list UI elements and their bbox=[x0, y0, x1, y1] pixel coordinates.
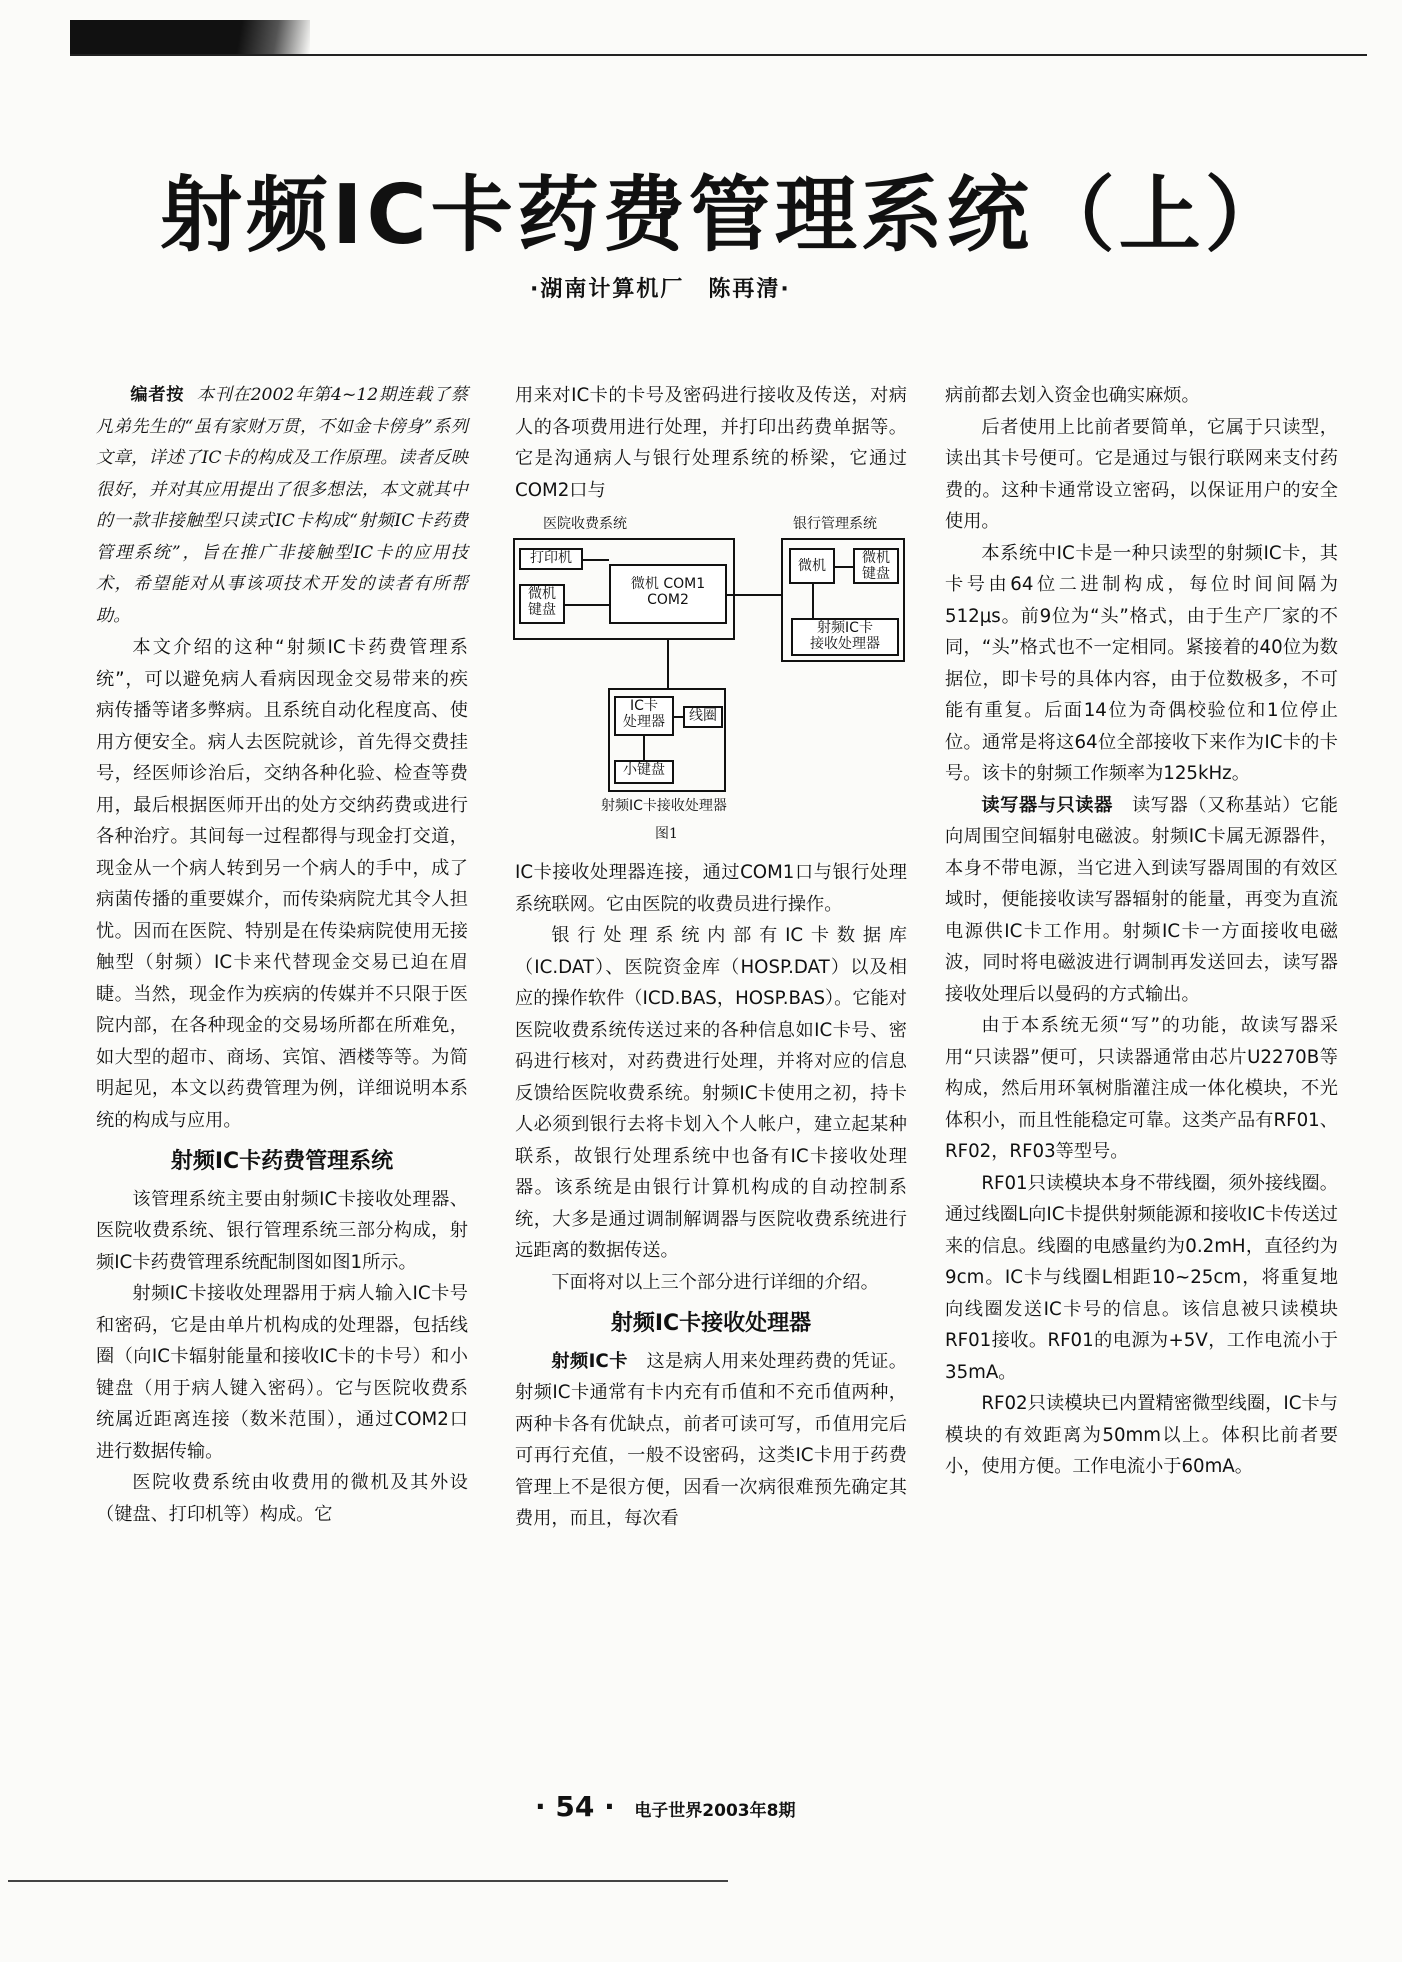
editor-note-label: 编者按 bbox=[130, 385, 185, 405]
paragraph bbox=[515, 1346, 907, 1535]
paragraph: 下面将对以上三个部分进行详细的介绍。 bbox=[551, 1271, 879, 1293]
bank-keyboard-box: 微机 键盘 bbox=[853, 548, 899, 584]
hospital-system-label: 医院收费系统 bbox=[543, 516, 627, 532]
article-byline: ·湖南计算机厂 陈再清· bbox=[530, 277, 791, 302]
editor-note bbox=[96, 380, 468, 632]
header-black-bar bbox=[70, 20, 310, 54]
paragraph bbox=[945, 790, 1338, 1011]
editor-note-text: 本刊在2002年第4~12期连载了蔡凡弟先生的“虽有家财万贯，不如金卡傍身”系列文章，详述了IC卡的构成及工作原理。读者反映很好，并对其应用提出了很多想法，本文就其中的一款非接触型只读式IC卡构成“射频IC卡药费管理系统”，旨在推广非接触型IC卡的应用技术，希望能对从事该项技术开发的读者有所帮助。 bbox=[96, 385, 468, 626]
page-number: · 54 · bbox=[535, 1790, 615, 1823]
page-footer bbox=[535, 1790, 795, 1823]
paragraph: 由于本系统无须“写”的功能，故读写器采用“只读器”便可，只读器通常由芯片U2270B等构成，然后用环氧树脂灌注成一体化模块，不光体积小，而且性能稳定可靠。这类产品有RF01、RF02，RF03等型号。 bbox=[945, 1015, 1338, 1162]
column-1 bbox=[96, 380, 468, 1530]
keypad-box: 小键盘 bbox=[614, 760, 674, 784]
paragraph: 医院收费系统由收费用的微机及其外设（键盘、打印机等）构成。它 bbox=[96, 1472, 468, 1525]
connector-line bbox=[565, 604, 609, 606]
connector-line bbox=[583, 559, 609, 561]
column-2 bbox=[515, 380, 907, 1535]
magazine-issue: 电子世界2003年8期 bbox=[634, 1801, 796, 1821]
section-heading: 射频IC卡接收处理器 bbox=[610, 1311, 812, 1336]
paragraph: 病前都去划入资金也确实麻烦。 bbox=[945, 385, 1200, 406]
connector-line bbox=[643, 736, 645, 760]
figure-1-diagram bbox=[513, 514, 909, 849]
bank-system-label: 银行管理系统 bbox=[793, 516, 877, 532]
paragraph: 本系统中IC卡是一种只读型的射频IC卡，其卡号由64位二进制构成，每位时间间隔为512μs。前9位为“头”格式，由于生产厂家的不同，“头”格式也不一定相同。紧接着的40位为数据位，即卡号的具体内容，由于位数极多，不可能有重复。后面14位为奇偶校验位和1位停止位。通常是将这64位全部接收下来作为IC卡的卡号。该卡的射频工作频率为125kHz。 bbox=[945, 542, 1338, 784]
paragraph-text: 读写器（又称基站）它能向周围空间辐射电磁波。射频IC卡属无源器件，本身不带电源，当它进入到读写器周围的有效区域时，便能接收读写器辐射的能量，再变为直流电源供IC卡工作用。射频IC卡一方面接收电磁波，同时将电磁波进行调制再发送回去，读写器接收处理后以曼码的方式输出。 bbox=[945, 794, 1338, 1005]
column-3 bbox=[945, 380, 1338, 1483]
paragraph: 用来对IC卡的卡号及密码进行接收及传送，对病人的各项费用进行处理，并打印出药费单据等。它是沟通病人与银行处理系统的桥梁，它通过COM2口与 bbox=[515, 385, 907, 501]
section-heading: 射频IC卡药费管理系统 bbox=[170, 1149, 394, 1174]
connector-line bbox=[674, 716, 683, 718]
paragraph: IC卡接收处理器连接，通过COM1口与银行处理系统联网。它由医院的收费员进行操作。 bbox=[515, 862, 907, 915]
paragraph: RF02只读模块已内置精密微型线圈，IC卡与模块的有效距离为50mm以上。体积比前者要小，使用方便。工作电流小于60mA。 bbox=[945, 1393, 1338, 1477]
connector-line bbox=[835, 566, 853, 568]
figure-caption: 图1 bbox=[655, 826, 678, 842]
printer-box: 打印机 bbox=[519, 548, 583, 570]
connector-line bbox=[667, 640, 669, 688]
ic-processor-box: IC卡 处理器 bbox=[614, 696, 674, 736]
connector-line bbox=[812, 584, 814, 618]
coil-box: 线圈 bbox=[683, 706, 723, 728]
lead-term: 读写器与只读器 bbox=[981, 794, 1113, 816]
lead-term: 射频IC卡 bbox=[551, 1350, 628, 1372]
connector-line bbox=[727, 594, 781, 596]
paragraph: 银行处理系统内部有IC卡数据库（IC.DAT）、医院资金库（HOSP.DAT）以及相应的操作软件（ICD.BAS，HOSP.BAS）。它能对医院收费系统传送过来的各种信息如IC卡号、密码进行核对，对药费进行处理，并将对应的信息反馈给医院收费系统。射频IC卡使用之初，持卡人必须到银行去将卡划入个人帐户，建立起某种联系，故银行处理系统中也备有IC卡接收处理器。该系统是由银行计算机构成的自动控制系统，大多是通过调制解调器与医院收费系统进行远距离的数据传送。 bbox=[515, 925, 907, 1261]
paragraph: 后者使用上比前者要简单，它属于只读型，读出其卡号便可。它是通过与银行联网来支付药费的。这种卡通常设立密码，以保证用户的安全使用。 bbox=[945, 416, 1338, 532]
receiver-caption: 射频IC卡接收处理器 bbox=[601, 798, 727, 814]
hospital-keyboard-box: 微机 键盘 bbox=[519, 584, 565, 624]
paragraph: RF01只读模块本身不带线圈，须外接线圈。通过线圈L向IC卡提供射频能源和接收IC卡传送过来的信息。线圈的电感量约为0.2mH，直径约为9cm。IC卡与线圈L相距10~25cm，将重复地向线圈发送IC卡号的信息。该信息被只读模块RF01接收。RF01的电源为+5V，工作电流小于35mA。 bbox=[945, 1172, 1338, 1383]
bank-pc-box: 微机 bbox=[789, 548, 835, 584]
article-title: 射频IC卡药费管理系统（上） bbox=[160, 168, 1291, 263]
bank-receiver-box: 射频IC卡 接收处理器 bbox=[791, 618, 899, 656]
paragraph: 射频IC卡接收处理器用于病人输入IC卡号和密码，它是由单片机构成的处理器，包括线圈（向IC卡辐射能量和接收IC卡的卡号）和小键盘（用于病人键入密码）。它与医院收费系统属近距离连接（数米范围），通过COM2口进行数据传输。 bbox=[96, 1283, 468, 1462]
hospital-pc-box: 微机 COM1 COM2 bbox=[609, 564, 727, 624]
header-rule bbox=[70, 54, 1367, 56]
footer-rule bbox=[8, 1880, 728, 1882]
paragraph: 本文介绍的这种“射频IC卡药费管理系统”，可以避免病人看病因现金交易带来的疾病传播等诸多弊病。且系统自动化程度高、使用方便安全。病人去医院就诊，首先得交费挂号，经医师诊治后，交纳各种化验、检查等费用，最后根据医师开出的处方交纳药费或进行各种治疗。其间每一过程都得与现金打交道，现金从一个病人转到另一个病人的手中，成了病菌传播的重要媒介，而传染病院尤其令人担忧。因而在医院、特别是在传染病院使用无接触型（射频）IC卡来代替现金交易已迫在眉睫。当然，现金作为疾病的传媒并不只限于医院内部，在各种现金的交易场所都在所难免，如大型的超市、商场、宾馆、酒楼等等。为简明起见，本文以药费管理为例，详细说明本系统的构成与应用。 bbox=[96, 637, 468, 1131]
paragraph: 该管理系统主要由射频IC卡接收处理器、医院收费系统、银行管理系统三部分构成，射频IC卡药费管理系统配制图如图1所示。 bbox=[96, 1188, 468, 1273]
paragraph-text: 这是病人用来处理药费的凭证。射频IC卡通常有卡内充有币值和不充币值两种，两种卡各有优缺点，前者可读可写，币值用完后可再行充值，一般不设密码，这类IC卡用于药费管理上不是很方便，因看一次病很难预先确定其费用，而且，每次看 bbox=[515, 1350, 907, 1529]
